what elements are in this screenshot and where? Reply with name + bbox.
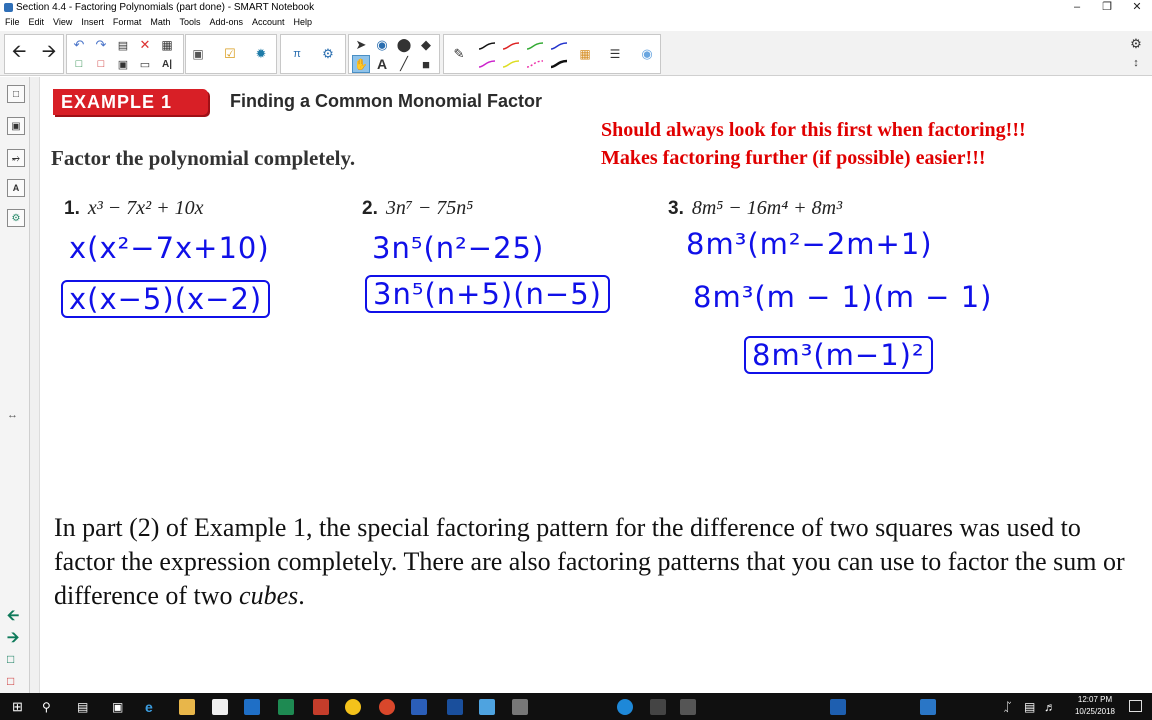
line-width-icon[interactable]: ☰ bbox=[609, 47, 621, 61]
sidebar-delete-page-icon[interactable]: □ bbox=[7, 674, 15, 688]
fill-icon[interactable]: ⬤ bbox=[396, 37, 412, 52]
select-arrow-icon[interactable]: ➤ bbox=[355, 37, 367, 52]
tools-group-b bbox=[280, 34, 346, 74]
tray-icon-2[interactable] bbox=[680, 699, 696, 715]
handwritten-step-2a[interactable]: 3n⁵(n²−25) bbox=[372, 231, 545, 265]
taskbar-clock-date[interactable]: 10/25/2018 bbox=[1074, 707, 1116, 716]
pen-style-black-icon[interactable] bbox=[478, 41, 496, 51]
math-tools-icon[interactable]: π bbox=[293, 48, 301, 60]
menu-file[interactable]: File bbox=[5, 17, 20, 27]
resize-panel-icon[interactable]: ↔ bbox=[7, 409, 18, 421]
paragraph-text: In part (2) of Example 1, the special factoring pattern for the difference of two squares was used to factor the expression completely. There are also factoring patterns that you can use to factor the sum or difference of two bbox=[54, 513, 1125, 610]
menu-edit[interactable]: Edit bbox=[28, 17, 45, 27]
line-tool-icon[interactable]: ╱ bbox=[400, 56, 408, 71]
smart-notebook-app-icon bbox=[4, 3, 13, 12]
side-tabs-panel bbox=[0, 77, 30, 693]
vertical-scrollbar[interactable] bbox=[30, 77, 40, 693]
bluetooth-icon[interactable]: ᛢ bbox=[1004, 700, 1012, 714]
tools-group-a bbox=[185, 34, 277, 74]
page-sorter-icon[interactable]: □ bbox=[7, 85, 25, 103]
eraser-icon[interactable]: ■ bbox=[422, 56, 430, 72]
search-icon[interactable]: ⚲ bbox=[42, 700, 51, 714]
delete-icon[interactable]: ✕ bbox=[139, 37, 151, 52]
menu-format[interactable]: Format bbox=[112, 17, 142, 27]
menu-insert[interactable]: Insert bbox=[81, 17, 104, 27]
notification-center-icon[interactable] bbox=[1129, 700, 1142, 712]
teacher-note-line-2: Makes factoring further (if possible) easier!!! bbox=[601, 147, 986, 169]
paragraph-emphasis: cubes bbox=[239, 581, 299, 610]
smart-notebook-taskbar-icon[interactable] bbox=[479, 699, 495, 715]
pen-style-thick-black-icon[interactable] bbox=[550, 59, 568, 69]
toolbar bbox=[0, 31, 1152, 76]
sidebar-next-page-icon[interactable]: 🡪 bbox=[7, 629, 20, 646]
menu-help[interactable]: Help bbox=[293, 17, 313, 27]
next-page-arrow-icon[interactable]: 🡪 bbox=[41, 41, 57, 61]
color-palette-icon[interactable]: ▦ bbox=[579, 47, 591, 61]
addon-gear-icon[interactable]: ✹ bbox=[255, 46, 267, 61]
magic-pen-icon[interactable]: ◆ bbox=[421, 37, 431, 52]
help-tray-icon[interactable] bbox=[617, 699, 633, 715]
pen-style-blue-icon[interactable] bbox=[550, 41, 568, 51]
handwritten-answer-1[interactable]: x(x−5)(x−2) bbox=[61, 280, 270, 318]
tray-outlook-icon[interactable] bbox=[920, 699, 936, 715]
drawing-tools-group bbox=[348, 34, 440, 74]
add-page-icon[interactable]: □ bbox=[75, 58, 83, 70]
project-icon[interactable] bbox=[278, 699, 294, 715]
previous-page-arrow-icon[interactable]: 🡨 bbox=[11, 41, 27, 61]
gallery-icon[interactable]: ▣ bbox=[7, 117, 25, 135]
powerpoint-icon[interactable] bbox=[313, 699, 329, 715]
app-icon-blue[interactable] bbox=[447, 699, 463, 715]
sidebar-add-page-icon[interactable]: □ bbox=[7, 652, 15, 666]
save-icon[interactable]: ▣ bbox=[117, 58, 129, 71]
example-title: Finding a Common Monomial Factor bbox=[230, 91, 542, 111]
windows-taskbar bbox=[0, 693, 1152, 720]
insert-page-icon[interactable]: ▤ bbox=[117, 39, 129, 52]
explanation-paragraph bbox=[54, 511, 1144, 613]
file-explorer-icon[interactable] bbox=[179, 699, 195, 715]
instruction-text: Factor the polynomial completely. bbox=[51, 146, 356, 170]
problem-expression: x³ − 7x² + 10x bbox=[87, 197, 204, 219]
outlook-icon[interactable] bbox=[244, 699, 260, 715]
edit-group bbox=[66, 34, 184, 74]
store-icon[interactable]: ▣ bbox=[112, 700, 124, 714]
handwritten-step-1a[interactable]: x(x²−7x+10) bbox=[69, 231, 270, 265]
settings-gear-icon[interactable]: ⚙ bbox=[1130, 36, 1142, 51]
document-camera-icon[interactable]: ▣ bbox=[192, 47, 204, 61]
shapes-icon[interactable]: ◉ bbox=[376, 37, 388, 52]
menu-math[interactable]: Math bbox=[150, 17, 171, 27]
sidebar-previous-page-icon[interactable]: 🡨 bbox=[7, 607, 20, 624]
redo-icon[interactable]: ↷ bbox=[95, 37, 107, 52]
pen-style-green-icon[interactable] bbox=[526, 41, 544, 51]
notebook-page-canvas[interactable] bbox=[41, 77, 1152, 693]
chrome-icon[interactable] bbox=[345, 699, 361, 715]
response-icon[interactable]: ☑ bbox=[224, 46, 236, 61]
paragraph-end: . bbox=[298, 581, 305, 610]
handwritten-answer-2[interactable]: 3n⁵(n+5)(n−5) bbox=[365, 275, 610, 313]
title-bar bbox=[0, 0, 1152, 15]
text-format-icon[interactable]: A| bbox=[161, 58, 173, 70]
network-icon[interactable]: ▤ bbox=[1024, 700, 1036, 714]
windows-start-icon[interactable]: ⊞ bbox=[12, 699, 23, 714]
addons-puzzle-icon[interactable]: ⚙ bbox=[7, 209, 25, 227]
lesson-activity-icon[interactable]: ⚙ bbox=[322, 46, 334, 61]
properties-icon[interactable]: A bbox=[7, 179, 25, 197]
problem-2 bbox=[362, 197, 473, 220]
handwritten-answer-3[interactable]: 8m³(m−1)² bbox=[744, 336, 933, 374]
minimize-button[interactable]: – bbox=[1073, 1, 1081, 13]
problem-number: 2. bbox=[362, 198, 378, 219]
problem-expression: 8m⁵ − 16m⁴ + 8m³ bbox=[691, 197, 843, 219]
example-badge: EXAMPLE 1 bbox=[53, 89, 208, 115]
tray-icon-n[interactable] bbox=[830, 699, 846, 715]
table-icon[interactable]: ▦ bbox=[161, 38, 173, 52]
task-view-icon[interactable]: ▤ bbox=[77, 700, 89, 714]
handwritten-step-3b[interactable]: 8m³(m − 1)(m − 1) bbox=[693, 280, 993, 314]
volume-icon[interactable]: ♬ bbox=[1044, 700, 1056, 714]
undo-icon[interactable]: ↶ bbox=[73, 37, 85, 52]
handwritten-step-3a[interactable]: 8m³(m²−2m+1) bbox=[686, 227, 933, 261]
pen-style-red-icon[interactable] bbox=[502, 41, 520, 51]
window-title: Section 4.4 - Factoring Polynomials (part done) - SMART Notebook bbox=[16, 2, 315, 13]
multi-touch-pen-icon[interactable]: ✋ bbox=[352, 55, 370, 73]
restore-button[interactable]: ❐ bbox=[1102, 1, 1112, 13]
word-icon[interactable] bbox=[411, 699, 427, 715]
transparency-icon[interactable]: ◉ bbox=[641, 46, 653, 61]
attachments-icon[interactable]: ⥴ bbox=[7, 149, 25, 167]
tray-icon-1[interactable] bbox=[650, 699, 666, 715]
close-button[interactable]: ✕ bbox=[1132, 1, 1142, 13]
text-tool-icon[interactable]: A bbox=[376, 56, 388, 72]
teacher-note-line-1: Should always look for this first when factoring!!! bbox=[601, 119, 1026, 141]
menu-addons[interactable]: Add-ons bbox=[209, 17, 243, 27]
menu-tools[interactable]: Tools bbox=[179, 17, 201, 27]
toolbar-options-group bbox=[1124, 34, 1148, 74]
problem-1 bbox=[64, 197, 203, 220]
edge-browser-icon[interactable]: e bbox=[145, 699, 153, 715]
problem-expression: 3n⁷ − 75n⁵ bbox=[385, 197, 474, 219]
pen-icon[interactable]: ✎ bbox=[453, 46, 465, 61]
pen-style-pink-dashed-icon[interactable] bbox=[526, 59, 544, 69]
pen-properties-group bbox=[443, 34, 661, 74]
toolbar-position-icon[interactable]: ↕ bbox=[1133, 57, 1139, 69]
navigation-group bbox=[4, 34, 64, 74]
window-controls bbox=[1062, 0, 1152, 15]
menu-account[interactable]: Account bbox=[251, 17, 285, 27]
app-icon-gray[interactable] bbox=[512, 699, 528, 715]
problem-3 bbox=[668, 197, 842, 220]
app-icon-orange[interactable] bbox=[379, 699, 395, 715]
pen-style-magenta-icon[interactable] bbox=[478, 59, 496, 69]
pen-style-yellow-icon[interactable] bbox=[502, 59, 520, 69]
screen-shade-icon[interactable]: ▭ bbox=[139, 58, 151, 71]
taskbar-clock-time[interactable]: 12:07 PM bbox=[1077, 695, 1113, 704]
problem-number: 3. bbox=[668, 198, 684, 219]
menu-bar bbox=[0, 15, 1152, 30]
menu-view[interactable]: View bbox=[53, 17, 73, 27]
mail-icon[interactable] bbox=[212, 699, 228, 715]
problem-number: 1. bbox=[64, 198, 80, 219]
pdf-icon[interactable]: □ bbox=[97, 58, 105, 70]
